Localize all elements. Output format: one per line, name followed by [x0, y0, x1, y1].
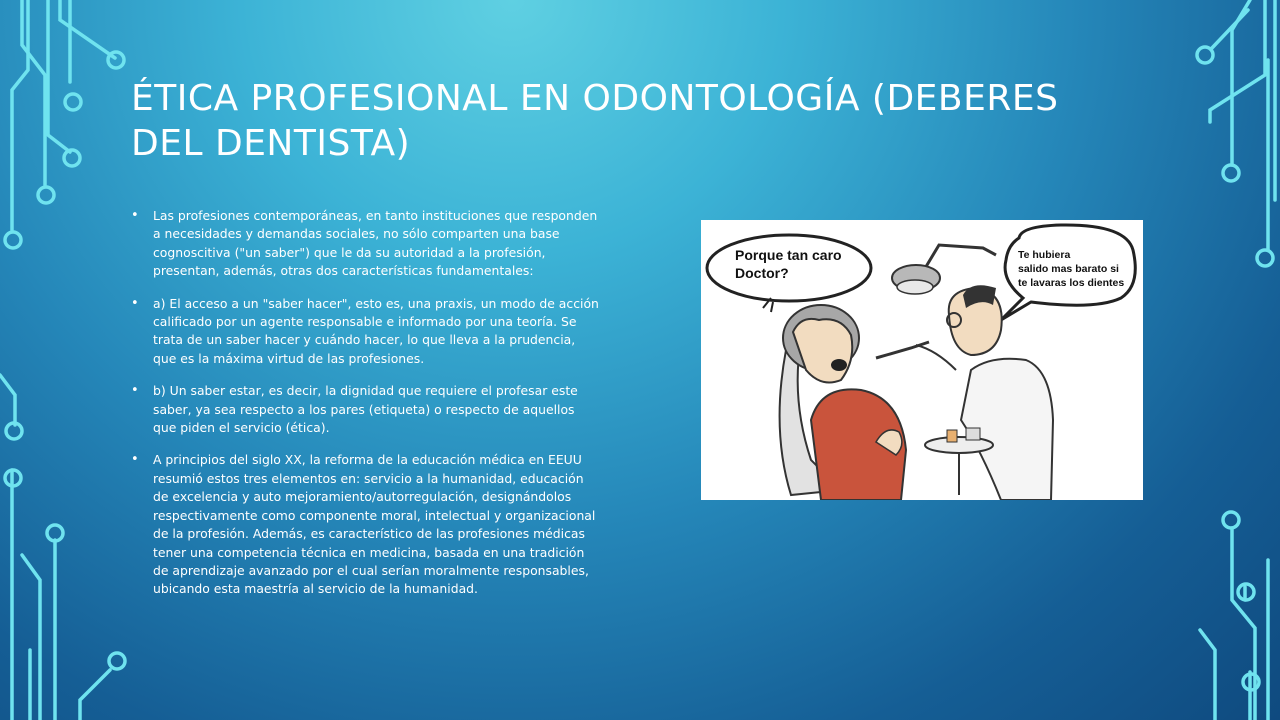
dentist-cartoon-image — [701, 220, 1143, 500]
patient-line-2: Doctor? — [735, 265, 789, 281]
slide-title: ÉTICA PROFESIONAL EN ODONTOLOGÍA (DEBERES DEL DENTISTA) — [131, 78, 1059, 164]
bullet-marker: • — [131, 383, 139, 399]
bullet-marker: • — [131, 452, 139, 468]
bullet-marker: • — [131, 295, 139, 311]
patient-line-1: Porque tan caro — [735, 247, 842, 263]
bullet-item — [131, 382, 601, 437]
dentist-line-3: te lavaras los dientes — [1018, 277, 1125, 289]
bullet-list — [131, 207, 601, 613]
patient-speech-bubble — [707, 235, 871, 301]
bullet-text: b) Un saber estar, es decir, la dignidad que requiere el profesar este saber, ya sea respecto a los pares (etiqueta) o respecto de aquellos que piden el servicio (ética). — [153, 383, 578, 436]
bullet-item — [131, 295, 601, 369]
bullet-item — [131, 207, 601, 281]
dentist-line-1: Te hubiera — [1018, 249, 1071, 261]
bullet-text: a) El acceso a un "saber hacer", esto es, una praxis, un modo de acción calificado por un agente responsable e informado por una teoría. Se trata de un saber hacer y cuándo hacer, lo que lleva a la prudencia, que es la máxima virtud de las profesiones. — [153, 295, 599, 366]
bullet-item — [131, 451, 601, 598]
bullet-marker: • — [131, 208, 139, 223]
bullet-text: A principios del siglo XX, la reforma de la educación médica en EEUU resumió estos tres elementos en: servicio a la humanidad, educación de excelencia y auto mejoramiento/autorregulación, designándolos respectivamente como componente moral, intelectual y organizacional de la profesión. Además, es característico de las profesiones médicas tener una competencia técnica en medicina, basada en una tradición de aprendizaje avanzado por el cual serían moralmente responsables, ubicando esta maestría al servicio de la humanidad. — [153, 452, 596, 597]
bullet-text: Las profesiones contemporáneas, en tanto instituciones que responden a necesidades y demandas sociales, no sólo comparten una base cognoscitiva ("un saber") que le da su autoridad a la profesión, presentan, además, otras dos características fundamentales: — [153, 208, 598, 279]
dentist-line-2: salido mas barato si — [1018, 263, 1119, 275]
